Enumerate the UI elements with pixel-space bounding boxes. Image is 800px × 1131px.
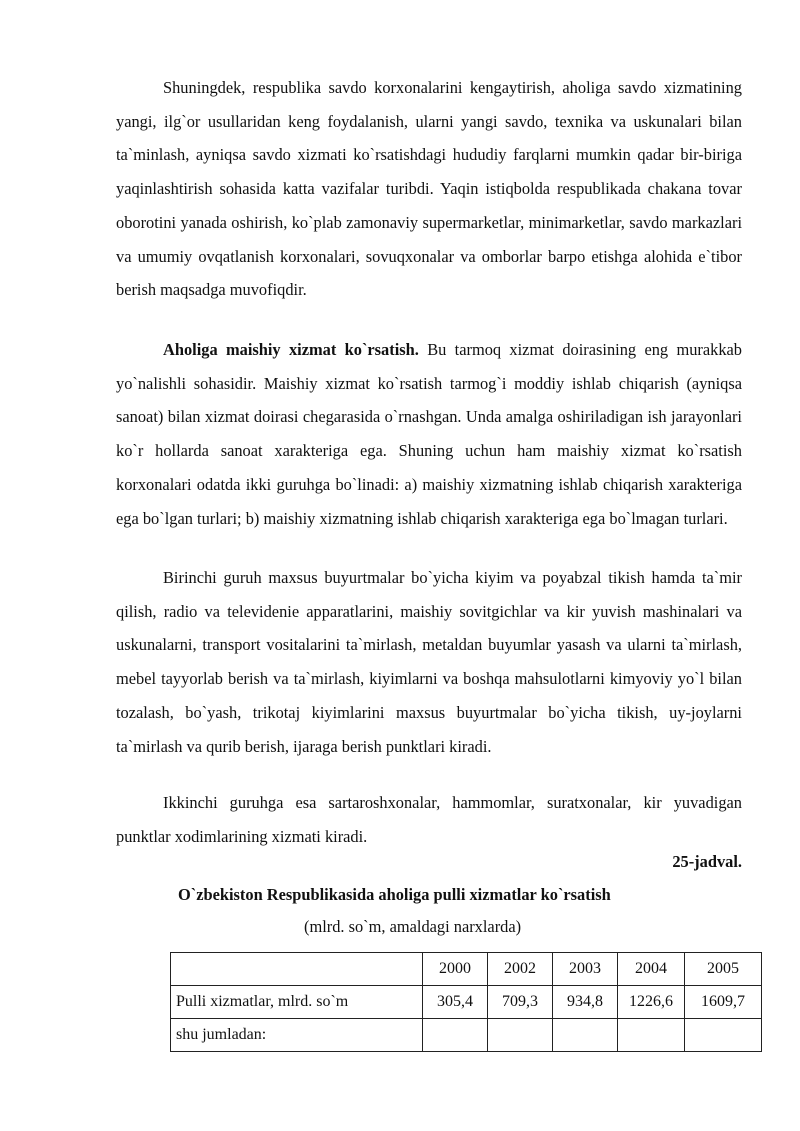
table-cell <box>553 1019 618 1052</box>
table-subtitle: (mlrd. so`m, amaldagi narxlarda) <box>304 917 522 936</box>
table-cell: 934,8 <box>553 986 618 1019</box>
table-cell: 1226,6 <box>618 986 685 1019</box>
paragraph-3: Birinchi guruh maxsus buyurtmalar bo`yicha kiyim va poyabzal tikish hamda ta`mir qilish, radio va televidenie apparatlarini, maishiy sovitgichlar va kir yuvish mashinalari va uskunalarni, transport vositalarini ta`mirlash, metaldan buyumlar yasash va ularni ta`mirlash, mebel tayyorlab berish va ta`mirlash, kiyimlarni va boshqa mahsulotlarni kimyoviy yo`l bilan tozalash, bo`yash, trikotaj kiyimlarini maxsus buyurtmalar bo`yicha tikish, uy-joylarni ta`mirlash va qurib berish, ijaraga berish punktlari kiradi. <box>116 568 742 756</box>
table-cell: 709,3 <box>488 986 553 1019</box>
table-title: O`zbekiston Respublikasida aholiga pulli xizmatlar ko`rsatish <box>178 885 611 904</box>
table-header-row <box>171 953 762 986</box>
header-cell-year: 2002 <box>488 953 553 986</box>
section-heading: Aholiga maishiy xizmat ko`rsatish. <box>163 340 419 359</box>
table-cell: 305,4 <box>423 986 488 1019</box>
paragraph-2-body: Bu tarmoq xizmat doirasining eng murakkab yo`nalishli sohasidir. Maishiy xizmat ko`rsatish tarmog`i moddiy ishlab chiqarish (ayniqsa sanoat) bilan xizmat doirasi chegarasida o`rnashgan. Unda amalga oshiriladigan ish jarayonlari ko`r hollarda sanoat xarakteriga ega. Shuning uchun ham maishiy xizmat ko`rsatish korxonalari odatda ikki guruhga bo`linadi: a) maishiy xizmatning ishlab chiqarish xarakteriga ega bo`lgan turlari; b) maishiy xizmatning ishlab chiqarish xarakteriga ega bo`lmagan turlari. <box>116 340 742 528</box>
table-row <box>171 986 762 1019</box>
table-cell: 1609,7 <box>685 986 762 1019</box>
row-label: shu jumladan: <box>171 1019 423 1052</box>
table-cell <box>488 1019 553 1052</box>
header-cell-year: 2003 <box>553 953 618 986</box>
paragraph-2 <box>116 333 742 535</box>
table-cell <box>423 1019 488 1052</box>
table-row <box>171 1019 762 1052</box>
header-cell-year: 2000 <box>423 953 488 986</box>
services-table <box>170 952 762 1052</box>
header-cell-empty <box>171 953 423 986</box>
table-cell <box>618 1019 685 1052</box>
table-number: 25-jadval. <box>672 852 742 871</box>
header-cell-year: 2004 <box>618 953 685 986</box>
paragraph-1: Shuningdek, respublika savdo korxonalarini kengaytirish, aholiga savdo xizmatining yangi, ilg`or usullaridan keng foydalanish, ularni yangi savdo, texnika va uskunalari bilan ta`minlash, ayniqsa savdo xizmati ko`rsatishdagi hududiy farqlarni mumkin qadar bir-biriga yaqinlashtirish sohasida katta vazifalar turibdi. Yaqin istiqbolda respublikada chakana tovar oborotini yanada oshirish, ko`plab zamonaviy supermarketlar, minimarketlar, savdo markazlari va umumiy ovqatlanish korxonalari, sovuqxonalar va omborlar barpo etishga alohida e`tibor berish maqsadga muvofiqdir. <box>116 78 742 300</box>
header-cell-year: 2005 <box>685 953 762 986</box>
table-cell <box>685 1019 762 1052</box>
row-label: Pulli xizmatlar, mlrd. so`m <box>171 986 423 1019</box>
paragraph-4: Ikkinchi guruhga esa sartaroshxonalar, hammomlar, suratxonalar, kir yuvadigan punktlar xodimlarining xizmati kiradi. <box>116 793 742 846</box>
